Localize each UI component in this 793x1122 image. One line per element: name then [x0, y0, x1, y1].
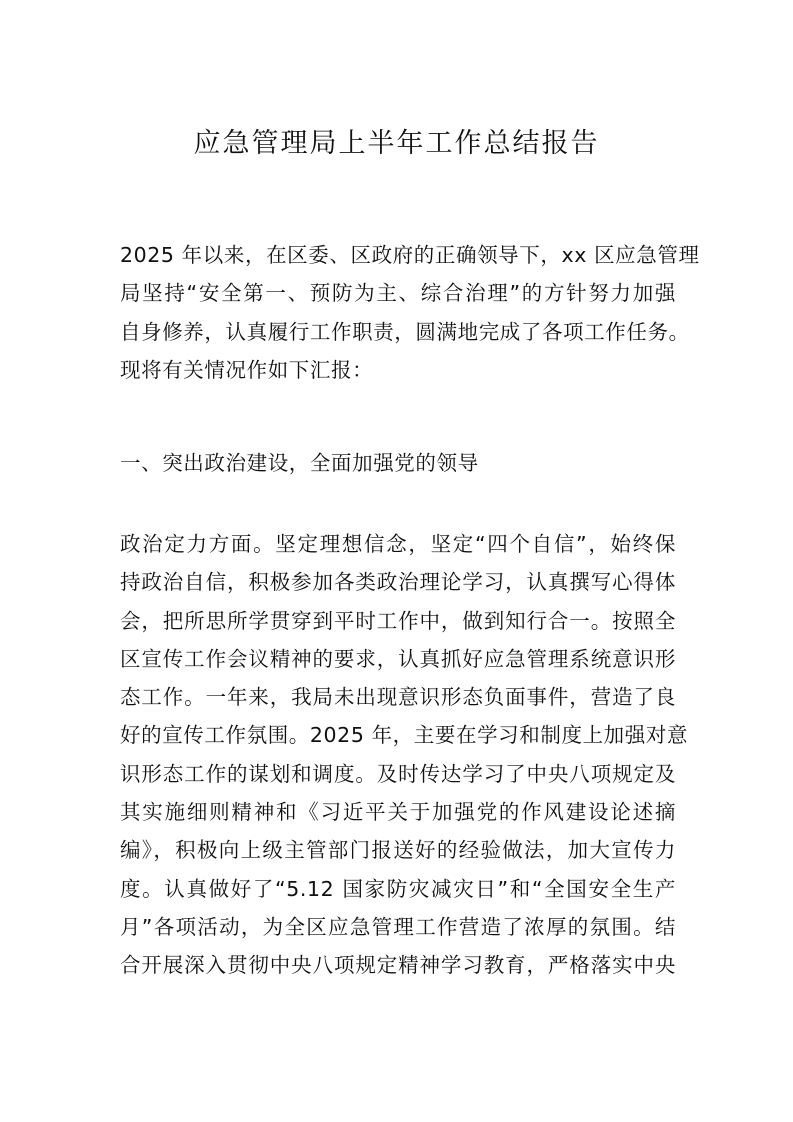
intro-line: 局坚持“安全第一、预防为主、综合治理”的方针努力加强: [120, 281, 676, 306]
body-line: 度。认真做好了“5.12 国家防灾减灾日”和“全国安全生产: [120, 876, 676, 901]
intro-line: 2025 年以来，在区委、区政府的正确领导下，xx 区应急管理: [120, 243, 700, 267]
body-line: 政治定力方面。坚定理想信念，坚定“四个自信”，始终保: [120, 532, 676, 556]
intro-line: 现将有关情况作如下汇报：: [120, 357, 374, 382]
section-heading: 一、突出政治建设，全面加强党的领导: [120, 451, 479, 475]
body-line: 会，把所思所学贯穿到平时工作中，做到知行合一。按照全: [120, 608, 676, 633]
body-line: 持政治自信，积极参加各类政治理论学习，认真撰写心得体: [120, 570, 676, 595]
body-line: 识形态工作的谋划和调度。及时传达学习了中央八项规定及: [120, 761, 676, 786]
body-line: 态工作。一年来，我局未出现意识形态负面事件，营造了良: [120, 685, 676, 710]
body-line: 其实施细则精神和《习近平关于加强党的作风建设论述摘: [120, 800, 676, 825]
body-line: 编》，积极向上级主管部门报送好的经验做法，加大宣传力: [120, 838, 676, 863]
intro-line: 自身修养，认真履行工作职责，圆满地完成了各项工作任务。: [120, 319, 690, 344]
intro-paragraph: [120, 236, 700, 389]
body-line: 月”各项活动，为全区应急管理工作营造了浓厚的氛围。结: [120, 914, 676, 939]
body-line: 好的宣传工作氛围。2025 年，主要在学习和制度上加强对意: [120, 723, 689, 748]
body-paragraph: [120, 525, 689, 985]
body-line: 合开展深入贯彻中央八项规定精神学习教育，严格落实中央: [120, 953, 676, 978]
body-line: 区宣传工作会议精神的要求，认真抓好应急管理系统意识形: [120, 646, 676, 671]
document-title: 应急管理局上半年工作总结报告: [193, 128, 600, 159]
